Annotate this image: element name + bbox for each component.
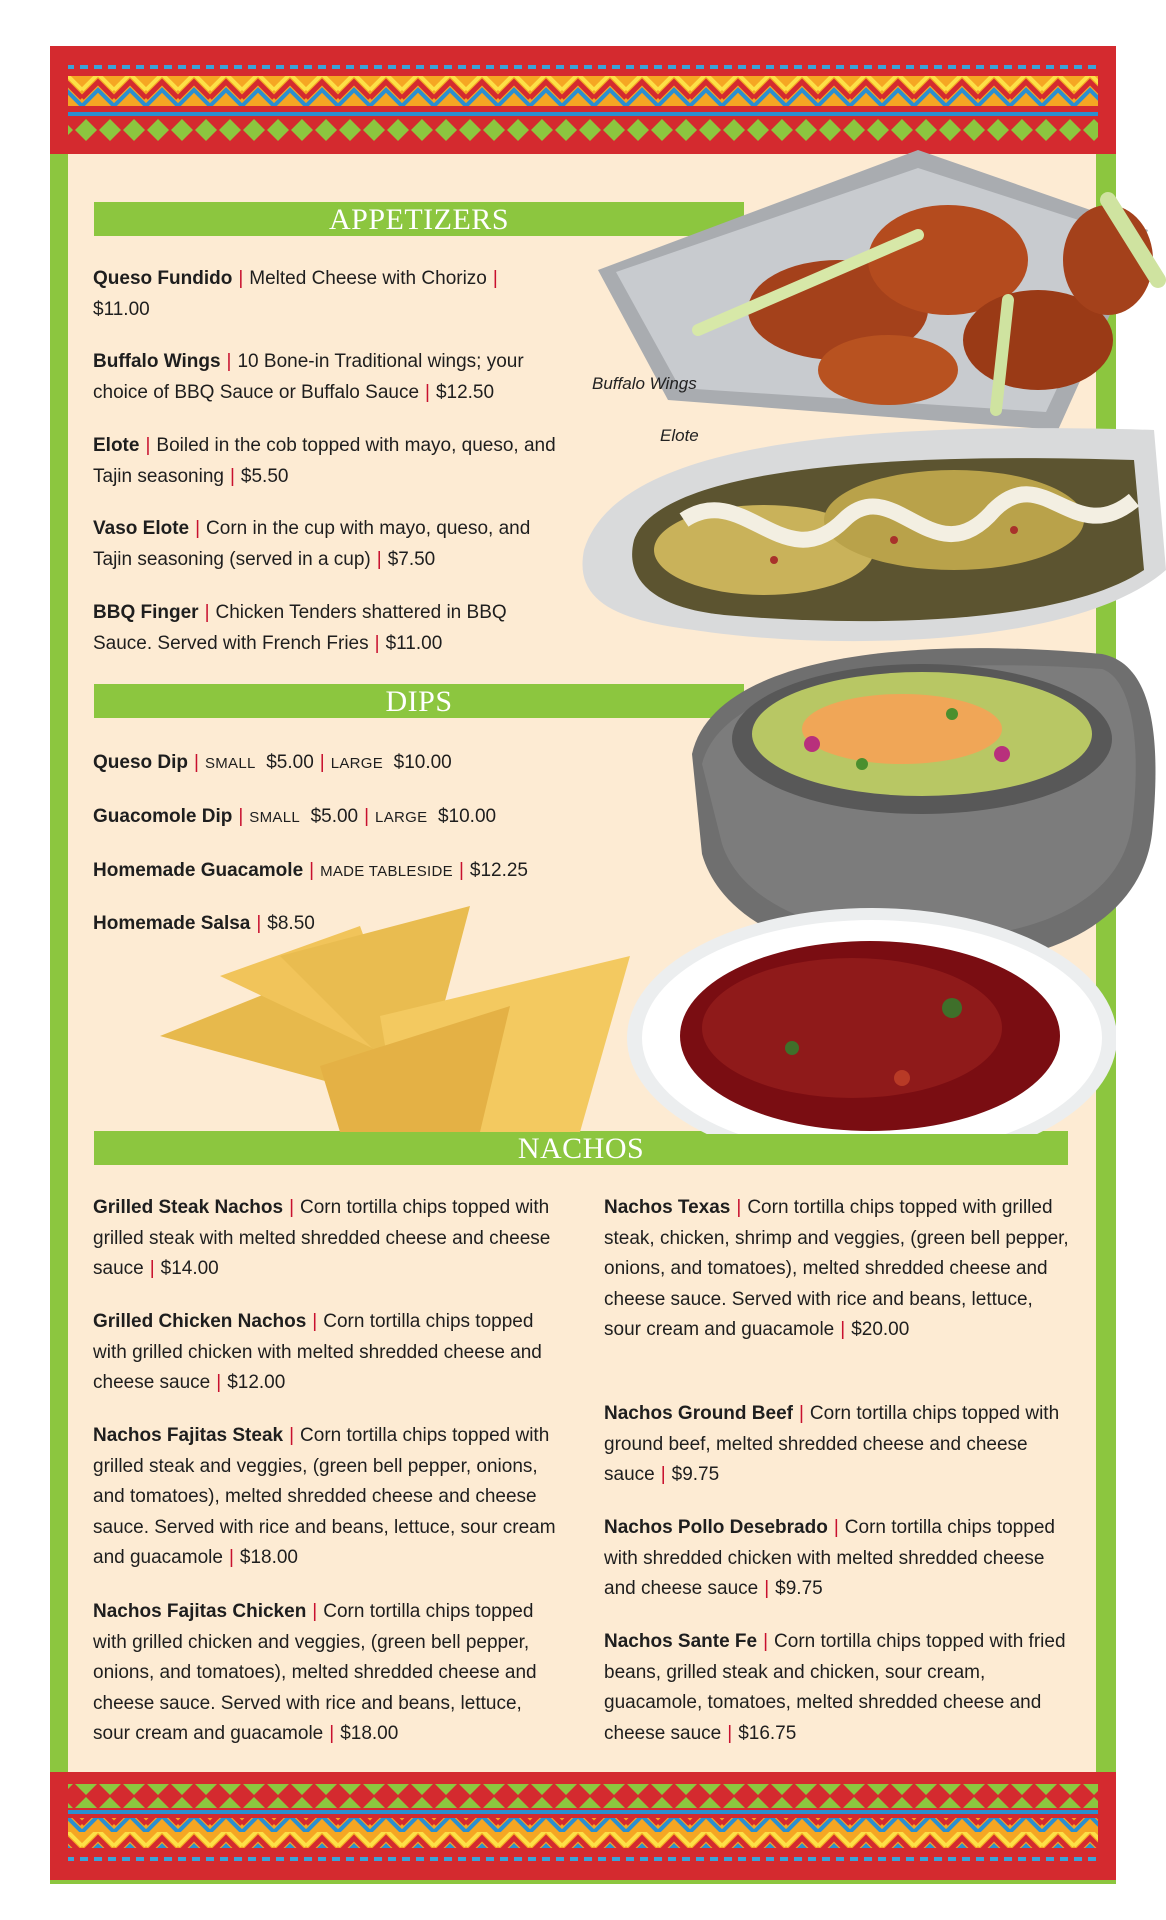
menu-item: Nachos Fajitas Steak | Corn tortilla chips topped with grilled steak and veggies, (green bell pepper, onions, and tomatoes), melted shredded cheese and cheese sauce. Served with rice and beans, lettuce, sour cream and guacamole | $18.00 bbox=[93, 1425, 556, 1568]
item-name: Grilled Chicken Nachos bbox=[93, 1311, 307, 1332]
item-price: $12.00 bbox=[227, 1372, 286, 1393]
menu-item: Elote | Boiled in the cob topped with mayo, queso, and Tajin seasoning | $5.50 bbox=[93, 435, 556, 487]
item-description: Corn tortilla chips topped with grilled steak with melted shredded cheese and cheese sauce bbox=[93, 1197, 551, 1279]
item-name: Nachos Fajitas Steak bbox=[93, 1425, 284, 1446]
item-name: Nachos Pollo Desebrado bbox=[604, 1517, 828, 1538]
menu-item: Guacomole Dip | SMALL $5.00 | LARGE $10.00 bbox=[93, 806, 497, 827]
menu-item: Vaso Elote | Corn in the cup with mayo, queso, and Tajin seasoning (served in a cup) | $7.50 bbox=[93, 518, 531, 570]
item-description: Corn tortilla chips topped with grilled chicken with melted shredded cheese and cheese sauce bbox=[93, 1311, 542, 1393]
item-name: Nachos Texas bbox=[604, 1197, 731, 1218]
menu-item: Grilled Chicken Nachos | Corn tortilla chips topped with grilled chicken with melted shredded cheese and cheese sauce | $12.00 bbox=[93, 1311, 542, 1393]
item-description: 10 Bone-in Traditional wings; your choice of BBQ Sauce or Buffalo Sauce bbox=[93, 351, 524, 403]
item-description: Corn tortilla chips topped with ground beef, melted shredded cheese and cheese sauce bbox=[604, 1403, 1060, 1485]
caption-buffalo-wings: Buffalo Wings bbox=[592, 374, 697, 393]
item-price: $18.00 bbox=[239, 1547, 298, 1568]
menu-item: Grilled Steak Nachos | Corn tortilla chips topped with grilled steak with melted shredded cheese and cheese sauce | $14.00 bbox=[93, 1197, 551, 1279]
menu-item: Queso Fundido | Melted Cheese with Chorizo | $11.00 bbox=[93, 268, 498, 320]
item-description: Corn tortilla chips topped with grilled chicken and veggies, (green bell pepper, onions, and tomatoes), melted shredded cheese and cheese sauce. Served with rice and beans, lettuce, sour cream and guacamole bbox=[93, 1601, 537, 1744]
salsa-bowl-photo bbox=[622, 888, 1116, 1134]
item-name: Nachos Fajitas Chicken bbox=[93, 1601, 307, 1622]
item-name: Grilled Steak Nachos bbox=[93, 1197, 284, 1218]
item-note: MADE TABLESIDE bbox=[320, 863, 453, 880]
size-label: LARGE bbox=[375, 809, 428, 826]
item-price: $9.75 bbox=[775, 1578, 823, 1599]
aztec-pattern-bottom bbox=[50, 1772, 1116, 1880]
size-label: SMALL bbox=[249, 809, 300, 826]
section-title-dips: DIPS bbox=[385, 685, 453, 718]
item-price: $7.50 bbox=[387, 548, 436, 570]
item-price: $10.00 bbox=[393, 752, 452, 773]
item-description: Corn tortilla chips topped with shredded chicken with melted shredded cheese and cheese sauce bbox=[604, 1517, 1055, 1599]
menu-item: Nachos Pollo Desebrado | Corn tortilla chips topped with shredded chicken with melted shredded cheese and cheese sauce | $9.75 bbox=[604, 1517, 1055, 1599]
item-name: Homemade Guacamole bbox=[93, 860, 304, 881]
section-title-nachos: NACHOS bbox=[517, 1132, 645, 1165]
section-nachos bbox=[94, 1131, 1068, 1165]
section-dips bbox=[94, 684, 744, 718]
item-name: Nachos Ground Beef bbox=[604, 1403, 793, 1424]
item-name: BBQ Finger bbox=[93, 602, 199, 623]
caption-elote: Elote bbox=[660, 426, 699, 445]
elote-photo bbox=[574, 410, 1166, 650]
item-price: $8.50 bbox=[267, 913, 315, 934]
item-name: Homemade Salsa bbox=[93, 913, 251, 934]
top-decorative-band bbox=[50, 46, 1116, 154]
item-name: Queso Dip bbox=[93, 752, 189, 773]
item-price: $16.75 bbox=[738, 1722, 797, 1744]
item-description: Corn tortilla chips topped with grilled steak and veggies, (green bell pepper, onions, and tomatoes), melted shredded cheese and cheese sauce. Served with rice and beans, lettuce, sour cream and guacamole bbox=[93, 1425, 556, 1568]
item-price: $5.00 bbox=[266, 752, 314, 773]
menu-item: Nachos Texas | Corn tortilla chips topped with grilled steak, chicken, shrimp and veggies, (green bell pepper, onions, and tomatoes), melted shredded cheese and cheese sauce. Served with rice and beans, lettuce, sour cream and guacamole | $20.00 bbox=[604, 1197, 1069, 1340]
item-price: $11.00 bbox=[385, 632, 443, 654]
item-description: Corn tortilla chips topped with fried beans, grilled steak and chicken, sour cream, guacamole, tomatoes, melted shredded cheese and cheese sauce bbox=[604, 1631, 1066, 1744]
buffalo-wings-photo bbox=[588, 140, 1166, 440]
item-price: $20.00 bbox=[851, 1319, 910, 1340]
item-name: Guacomole Dip bbox=[93, 806, 233, 827]
menu-item: Nachos Fajitas Chicken | Corn tortilla chips topped with grilled chicken and veggies, (green bell pepper, onions, and tomatoes), melted shredded cheese and cheese sauce. Served with rice and beans, lettuce, sour cream and guacamole | $18.00 bbox=[93, 1601, 537, 1744]
menu-item: Queso Dip | SMALL $5.00 | LARGE $10.00 bbox=[93, 752, 452, 773]
item-name: Nachos Sante Fe bbox=[604, 1631, 758, 1652]
item-price: $10.00 bbox=[437, 806, 497, 827]
item-price: $12.50 bbox=[435, 381, 495, 403]
item-name: Elote bbox=[93, 435, 140, 456]
item-description: Chicken Tenders shattered in BBQ Sauce. Served with French Fries bbox=[93, 602, 507, 654]
aztec-pattern-top bbox=[50, 46, 1116, 154]
item-price: $11.00 bbox=[93, 298, 150, 320]
item-price: $5.50 bbox=[240, 465, 289, 487]
item-price: $9.75 bbox=[671, 1464, 720, 1485]
section-title-appetizers: APPETIZERS bbox=[328, 203, 510, 236]
menu-item: Homemade Salsa | $8.50 bbox=[93, 913, 315, 934]
item-name: Queso Fundido bbox=[93, 268, 233, 289]
menu-item: Nachos Ground Beef | Corn tortilla chips topped with ground beef, melted shredded cheese and cheese sauce | $9.75 bbox=[604, 1403, 1060, 1485]
menu-item: BBQ Finger | Chicken Tenders shattered in BBQ Sauce. Served with French Fries | $11.00 bbox=[93, 602, 507, 654]
bottom-decorative-band bbox=[50, 1772, 1116, 1880]
item-price: $14.00 bbox=[160, 1258, 219, 1279]
item-description: Melted Cheese with Chorizo bbox=[249, 268, 487, 289]
item-name: Vaso Elote bbox=[93, 518, 190, 539]
size-label: SMALL bbox=[204, 755, 256, 772]
size-label: LARGE bbox=[330, 755, 384, 772]
menu-item: Buffalo Wings | 10 Bone-in Traditional wings; your choice of BBQ Sauce or Buffalo Sauce | $12.50 bbox=[93, 351, 524, 403]
menu-item: Homemade Guacamole | MADE TABLESIDE | $12.25 bbox=[93, 860, 528, 881]
item-price: $18.00 bbox=[340, 1723, 399, 1744]
menu-item: Nachos Sante Fe | Corn tortilla chips topped with fried beans, grilled steak and chicken, sour cream, guacamole, tomatoes, melted shredded cheese and cheese sauce | $16.75 bbox=[604, 1631, 1066, 1744]
item-description: Boiled in the cob topped with mayo, queso, and Tajin seasoning bbox=[93, 435, 556, 487]
item-price: $5.00 bbox=[310, 806, 359, 827]
item-description: Corn tortilla chips topped with grilled steak, chicken, shrimp and veggies, (green bell pepper, onions, and tomatoes), melted shredded cheese and cheese sauce. Served with rice and beans, lettuce, sour cream and guacamole bbox=[604, 1197, 1069, 1340]
item-price: $12.25 bbox=[469, 860, 528, 881]
item-name: Buffalo Wings bbox=[93, 351, 221, 372]
item-description: Corn in the cup with mayo, queso, and Tajin seasoning (served in a cup) bbox=[93, 518, 531, 570]
